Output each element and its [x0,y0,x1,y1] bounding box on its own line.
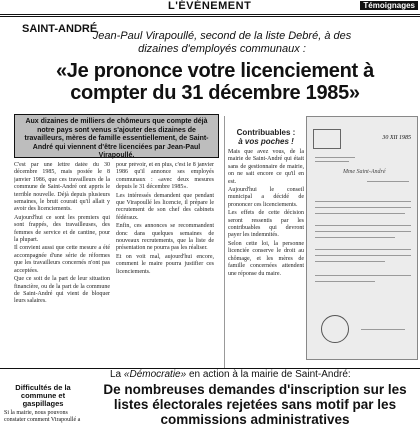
paragraph: C'est par une lettre datée du 30 décembre 1985, mais postée le 8 janvier 1986, que ces travailleurs de la commune de Saint-André ont appris le terrible nouvelle. Déjà depuis plusieurs semaines, le bruit courait qu'il allait y avoir des licenciements. [14,162,110,213]
section-title: L'ÉVÉNEMENT [168,0,252,12]
text-line [367,181,409,182]
kicker-suffix: en action à la mairie de Saint-André: [186,369,351,380]
article-column-3 [228,128,304,364]
lede-box: Aux dizaines de milliers de chômeurs que compte déjà notre pays sont venus s'ajouter des dizaines de travailleurs, mères de famille essentiellement, de Saint-André qui viennent d'être licenciées par Jean-Paul Virapoullé. [14,114,219,158]
dateline: SAINT-ANDRÉ [22,23,98,35]
paragraph: Aujourd'hui ce sont les premiers qui sont frappés, des travailleuses, des femmes de service et de cantine, pour la plupart. [14,214,110,244]
paragraph: pour prévoir, et en plus, c'est le 8 janvier 1986 qu'il annonce ses employés communaux : «avec deux mesures depuis le 31 décembre 1985». [116,162,214,191]
sidebar-article [0,384,86,424]
paragraph: Les intéressés demandent que pendant que Virapoullé les licencie, il prépare le recrutement de son chef des cabinets fédéraux. [116,192,214,221]
kicker-subtitle: à vos poches ! [238,137,294,146]
header-rule [0,16,420,17]
article-column-1 [14,162,110,376]
official-seal [321,315,349,343]
text-line [315,281,375,282]
bottom-kicker [110,369,351,380]
paragraph: Selon cette loi, la personne licenciée conserve le droit au chômage, et les mères de famille concernées attendent une réponse du maire. [228,240,304,277]
text-line [315,201,411,202]
text-line [315,161,349,162]
paragraph: Il convient aussi que cette mesure a été accompagnée d'une série de réformes que les travailleurs concernés n'ont pas acceptées. [14,245,110,274]
article-column-2 [116,162,214,376]
paragraph: Enfin, ces annonces se recommandent donc dans quelques semaines de nouveaux recrutements, que la liste de présentation ne pourra pas les réaliser. [116,223,214,252]
column-divider [224,116,225,368]
letter-facsimile [306,116,418,360]
text-line [315,249,411,250]
text-line [315,213,405,214]
section-badge: Témoignages [360,1,418,10]
paragraph: Les effets de cette décision seront ressentis par les contribuables qui devront payer les indemnités. [228,210,304,239]
signature-line [361,329,405,330]
strapline: Jean-Paul Virapoullé, second de la liste Debré, à des dizaines d'employés communaux : [92,30,352,55]
text-line [315,255,411,256]
text-line [315,207,411,208]
letter-addressee: Mme Saint-André [343,169,386,175]
kicker-italic: «Démocratie» [123,369,187,380]
bottom-headline: De nombreuses demandes d'inscription sur les listes électorales rejetées sans motif par les commissions administratives [103,382,407,427]
text-line [315,157,355,158]
column-kicker [228,128,304,146]
section-header-bar [0,0,420,15]
kicker-title: Contribuables : [236,128,296,137]
text-line [315,231,411,232]
paragraph: Que ce soit de la part de leur situation financière, ou de la part de la commune de Saint-André qui vient de bloquer leurs salaires. [14,276,110,305]
kicker-prefix: La [110,369,124,380]
text-line [315,225,411,226]
text-line [315,261,385,262]
letter-date: 30 XII 1985 [382,135,411,141]
main-headline: «Je prononce votre licenciement à compter du 31 décembre 1985» [55,60,374,104]
text-line [315,275,411,276]
paragraph: Et on voit mal, aujourd'hui encore, comment le maire pourra justifier ces licenciements. [116,253,214,275]
sidebar-title: Difficultés de la commune et gaspillages [15,383,71,408]
letterhead-stamp [313,129,341,149]
sidebar-text: Si la mairie, nous pouvons constater comment Virapoullé a [4,410,81,423]
text-line [315,237,395,238]
paragraph: Aujourd'hui le conseil municipal a décidé de prononcer ces licenciements. [228,187,304,208]
paragraph: Mais que avez vous, de la mairie de Saint-André qui était sans de gestionnaire de mairie, on ne sait encore ce qu'il en est. [228,149,304,185]
